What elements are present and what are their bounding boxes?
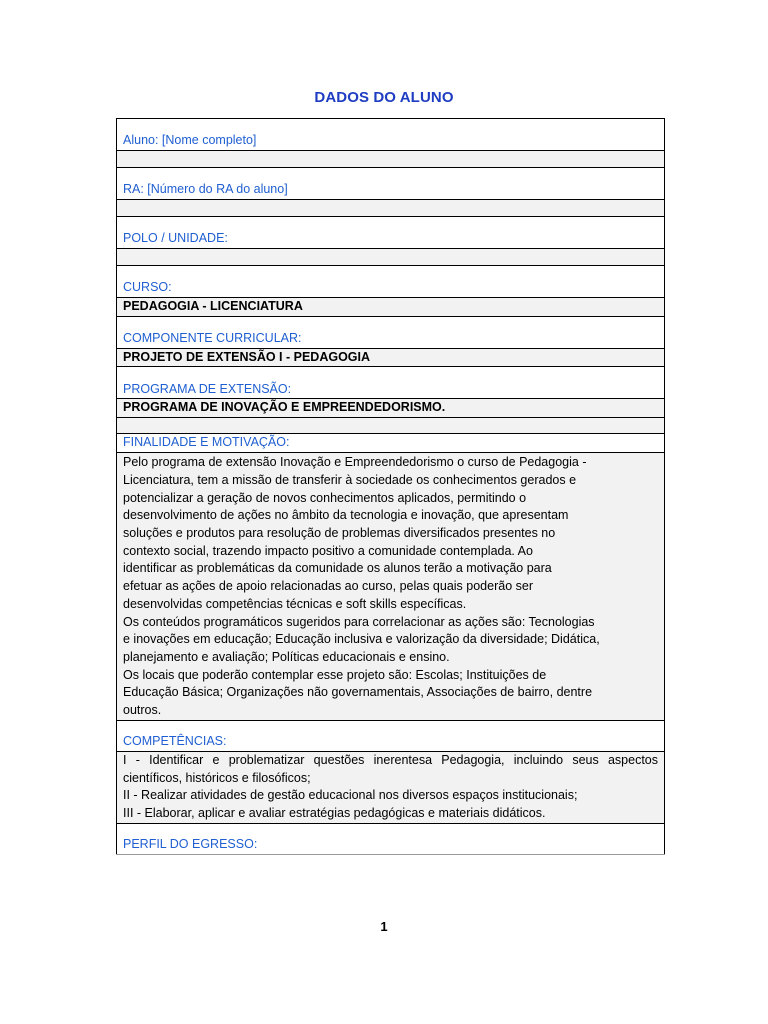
finalidade-line: potencializar a geração de novos conhecimentos aplicados, permitindo o	[123, 490, 527, 505]
aluno-row	[117, 119, 665, 151]
finalidade-text-row	[117, 452, 665, 720]
finalidade-line: efetuar as ações de apoio relacionadas ao curso, pelas quais poderão ser	[123, 579, 533, 594]
polo-row	[117, 217, 665, 249]
curso-label: CURSO:	[117, 266, 665, 298]
competencias-row	[117, 720, 665, 751]
aluno-label: Aluno: [Nome completo]	[117, 119, 665, 151]
curso-value: PEDAGOGIA - LICENCIATURA	[117, 298, 665, 317]
programa-value: PROGRAMA DE INOVAÇÃO E EMPREENDEDORISMO.	[117, 399, 665, 418]
competencia-item: III - Elaborar, aplicar e avaliar estratégias pedagógicas e materiais didáticos.	[123, 805, 546, 820]
competencias-label: COMPETÊNCIAS:	[117, 720, 665, 751]
finalidade-label: FINALIDADE E MOTIVAÇÃO:	[117, 434, 665, 453]
student-data-table	[116, 118, 665, 855]
programa-spacer-row	[117, 418, 665, 434]
curso-row	[117, 266, 665, 298]
finalidade-line: desenvolvimento de ações no âmbito da tecnologia e inovação, que apresentam	[123, 508, 569, 523]
finalidade-line: Licenciatura, tem a missão de transferir à sociedade os conhecimentos gerados e	[123, 472, 577, 487]
perfil-row	[117, 823, 665, 854]
finalidade-row	[117, 434, 665, 453]
finalidade-line: Pelo programa de extensão Inovação e Empreendedorismo o curso de Pedagogia -	[123, 455, 587, 470]
aluno-value-cell[interactable]	[117, 151, 665, 168]
componente-row	[117, 316, 665, 348]
perfil-label: PERFIL DO EGRESSO:	[117, 823, 665, 854]
curso-value-row	[117, 298, 665, 317]
page-number: 1	[380, 919, 388, 934]
finalidade-line: Os locais que poderão contemplar esse projeto são: Escolas; Instituições de	[123, 667, 547, 682]
componente-label: COMPONENTE CURRICULAR:	[117, 316, 665, 348]
programa-row	[117, 367, 665, 399]
polo-value-cell[interactable]	[117, 249, 665, 266]
polo-label: POLO / UNIDADE:	[117, 217, 665, 249]
finalidade-text	[117, 452, 665, 720]
competencias-text	[117, 751, 665, 823]
competencias-text-row	[117, 751, 665, 823]
programa-label: PROGRAMA DE EXTENSÃO:	[117, 367, 665, 399]
competencia-item: II - Realizar atividades de gestão educacional nos diversos espaços institucionais;	[123, 788, 578, 803]
finalidade-line: Os conteúdos programáticos sugeridos para correlacionar as ações são: Tecnologias	[123, 614, 595, 629]
componente-value-row	[117, 348, 665, 367]
ra-value-cell[interactable]	[117, 200, 665, 217]
ra-row	[117, 168, 665, 200]
programa-value-row	[117, 399, 665, 418]
finalidade-line: Educação Básica; Organizações não governamentais, Associações de bairro, dentre	[123, 685, 593, 700]
finalidade-line: contexto social, trazendo impacto positivo a comunidade contemplada. Ao	[123, 543, 533, 558]
ra-label: RA: [Número do RA do aluno]	[117, 168, 665, 200]
finalidade-line: outros.	[123, 703, 162, 718]
finalidade-line: planejamento e avaliação; Políticas educacionais e ensino.	[123, 650, 450, 664]
componente-value: PROJETO DE EXTENSÃO I - PEDAGOGIA	[117, 348, 665, 367]
page-title: DADOS DO ALUNO	[314, 89, 454, 106]
finalidade-line: desenvolvidas competências técnicas e soft skills específicas.	[123, 596, 467, 611]
finalidade-line: e inovações em educação; Educação inclusiva e valorização da diversidade; Didática,	[123, 632, 600, 647]
finalidade-line: soluções e produtos para resolução de problemas diversificados presentes no	[123, 526, 556, 541]
competencia-item: I - Identificar e problematizar questões inerentesa Pedagogia, incluindo seus aspectos científicos, históricos e filosóficos;	[123, 752, 658, 785]
finalidade-line: identificar as problemáticas da comunidade os alunos terão a motivação para	[123, 561, 552, 576]
